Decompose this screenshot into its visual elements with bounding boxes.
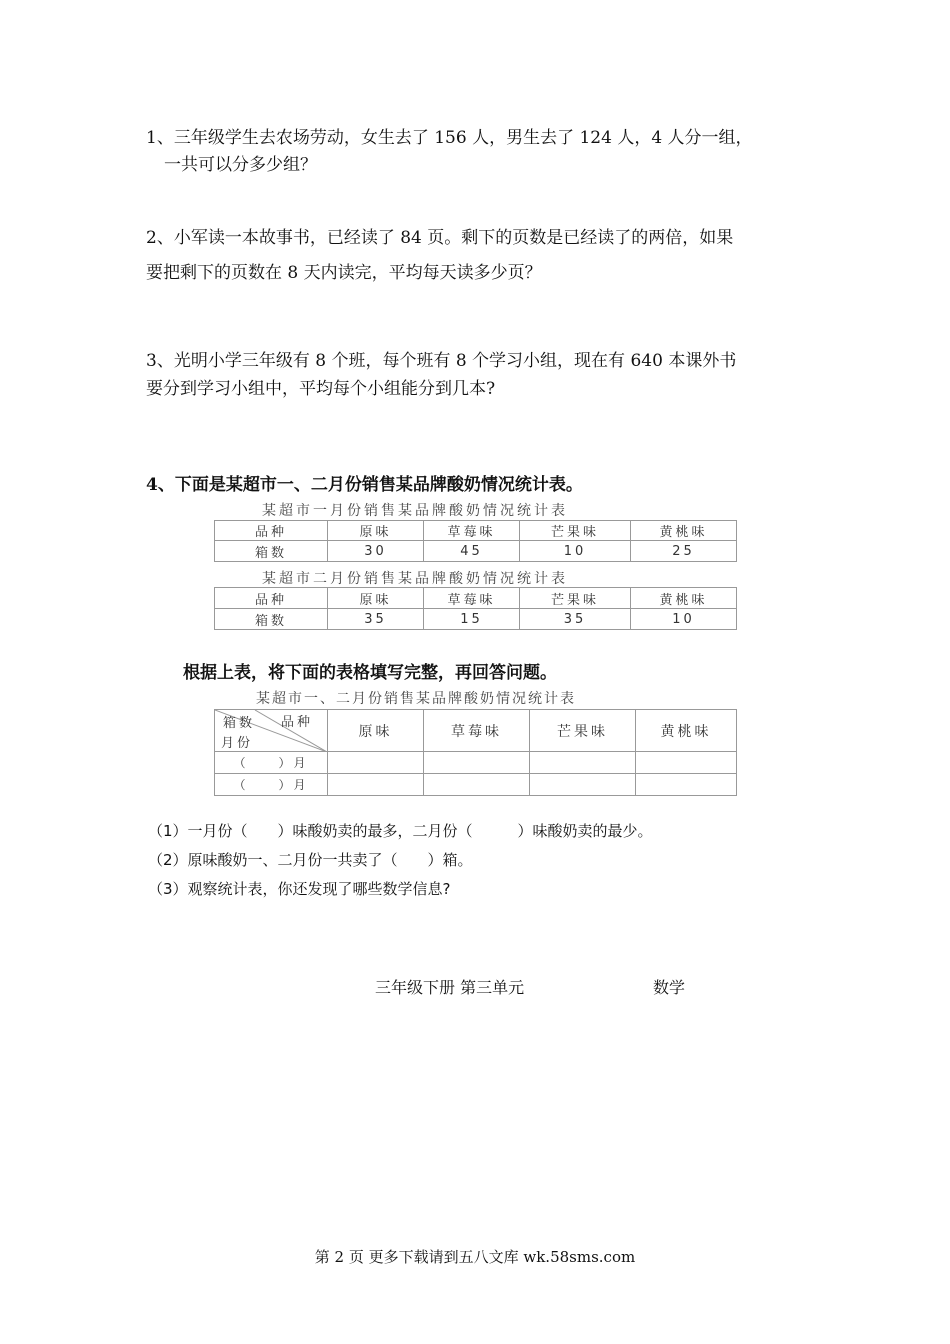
table-cell: 原味 — [328, 710, 424, 752]
january-table-caption: 某超市一月份销售某品牌酸奶情况统计表 — [262, 503, 568, 519]
january-sales-table — [214, 520, 737, 562]
table-cell: 10 — [631, 609, 737, 630]
table-row — [215, 752, 737, 774]
blank-cell — [530, 752, 636, 774]
fill-instruction: 根据上表，将下面的表格填写完整，再回答问题。 — [183, 663, 557, 683]
month-blank-cell: （ ）月 — [215, 752, 328, 774]
question-2-line-1: 2、小军读一本故事书，已经读了 84 页。剩下的页数是已经读了的两倍，如果 — [146, 228, 734, 248]
table-cell: 黄桃味 — [631, 521, 737, 541]
table-row — [215, 521, 737, 541]
table-cell: 35 — [520, 609, 631, 630]
table-cell: 原味 — [328, 521, 424, 541]
month-blank-cell: （ ）月 — [215, 774, 328, 796]
table-row — [215, 609, 737, 630]
blank-cell — [328, 752, 424, 774]
blank-cell — [424, 774, 530, 796]
question-3-line-2: 要分到学习小组中，平均每个小组能分到几本? — [146, 379, 496, 399]
table-row — [215, 541, 737, 562]
table-cell: 草莓味 — [424, 588, 520, 609]
table-cell: 原味 — [328, 588, 424, 609]
table-cell: 30 — [328, 541, 424, 562]
february-table-caption: 某超市二月份销售某品牌酸奶情况统计表 — [262, 571, 568, 587]
diagonal-header-cell — [215, 710, 328, 752]
question-1-line-1: 1、三年级学生去农场劳动，女生去了 156 人，男生去了 124 人，4 人分一组， — [146, 128, 753, 148]
question-1-line-2: 一共可以分多少组？ — [164, 155, 317, 175]
table-cell: 草莓味 — [424, 521, 520, 541]
question-4-title: 4、下面是某超市一、二月份销售某品牌酸奶情况统计表。 — [146, 475, 583, 495]
combined-table-caption: 某超市一、二月份销售某品牌酸奶情况统计表 — [256, 691, 576, 707]
blank-cell — [328, 774, 424, 796]
footer-grade-unit: 三年级下册 第三单元 — [375, 978, 525, 997]
corner-label-boxes: 箱数 — [223, 716, 256, 731]
february-sales-table — [214, 587, 737, 630]
page-number-line: 第 2 页 更多下载请到五八文库 wk.58sms.com — [314, 1248, 636, 1266]
table-cell: 箱数 — [215, 609, 328, 630]
table-cell: 15 — [424, 609, 520, 630]
table-row — [215, 774, 737, 796]
table-row — [215, 588, 737, 609]
table-cell: 品种 — [215, 588, 328, 609]
question-2-line-2: 要把剩下的页数在 8 天内读完，平均每天读多少页？ — [146, 263, 542, 283]
question-3-line-1: 3、光明小学三年级有 8 个班，每个班有 8 个学习小组，现在有 640 本课外书 — [146, 351, 737, 371]
table-cell: 品种 — [215, 521, 328, 541]
blank-cell — [424, 752, 530, 774]
table-cell: 芒果味 — [520, 588, 631, 609]
table-cell: 芒果味 — [520, 521, 631, 541]
table-cell: 黄桃味 — [636, 710, 737, 752]
blank-cell — [636, 752, 737, 774]
table-cell: 10 — [520, 541, 631, 562]
table-cell: 芒果味 — [530, 710, 636, 752]
blank-cell — [530, 774, 636, 796]
sub-question-3: （3）观察统计表，你还发现了哪些数学信息? — [148, 880, 451, 898]
corner-label-variety: 品种 — [281, 715, 314, 730]
table-cell: 35 — [328, 609, 424, 630]
sub-question-2: （2）原味酸奶一、二月份一共卖了（ ）箱。 — [148, 851, 473, 869]
blank-cell — [636, 774, 737, 796]
sub-question-1: （1）一月份（ ）味酸奶卖的最多，二月份（ ）味酸奶卖的最少。 — [148, 822, 653, 840]
table-cell: 45 — [424, 541, 520, 562]
combined-sales-table — [214, 709, 737, 796]
corner-label-month: 月份 — [221, 736, 254, 751]
table-cell: 草莓味 — [424, 710, 530, 752]
table-cell: 箱数 — [215, 541, 328, 562]
table-cell: 黄桃味 — [631, 588, 737, 609]
table-cell: 25 — [631, 541, 737, 562]
footer-subject: 数学 — [653, 978, 686, 997]
table-row — [215, 710, 737, 752]
